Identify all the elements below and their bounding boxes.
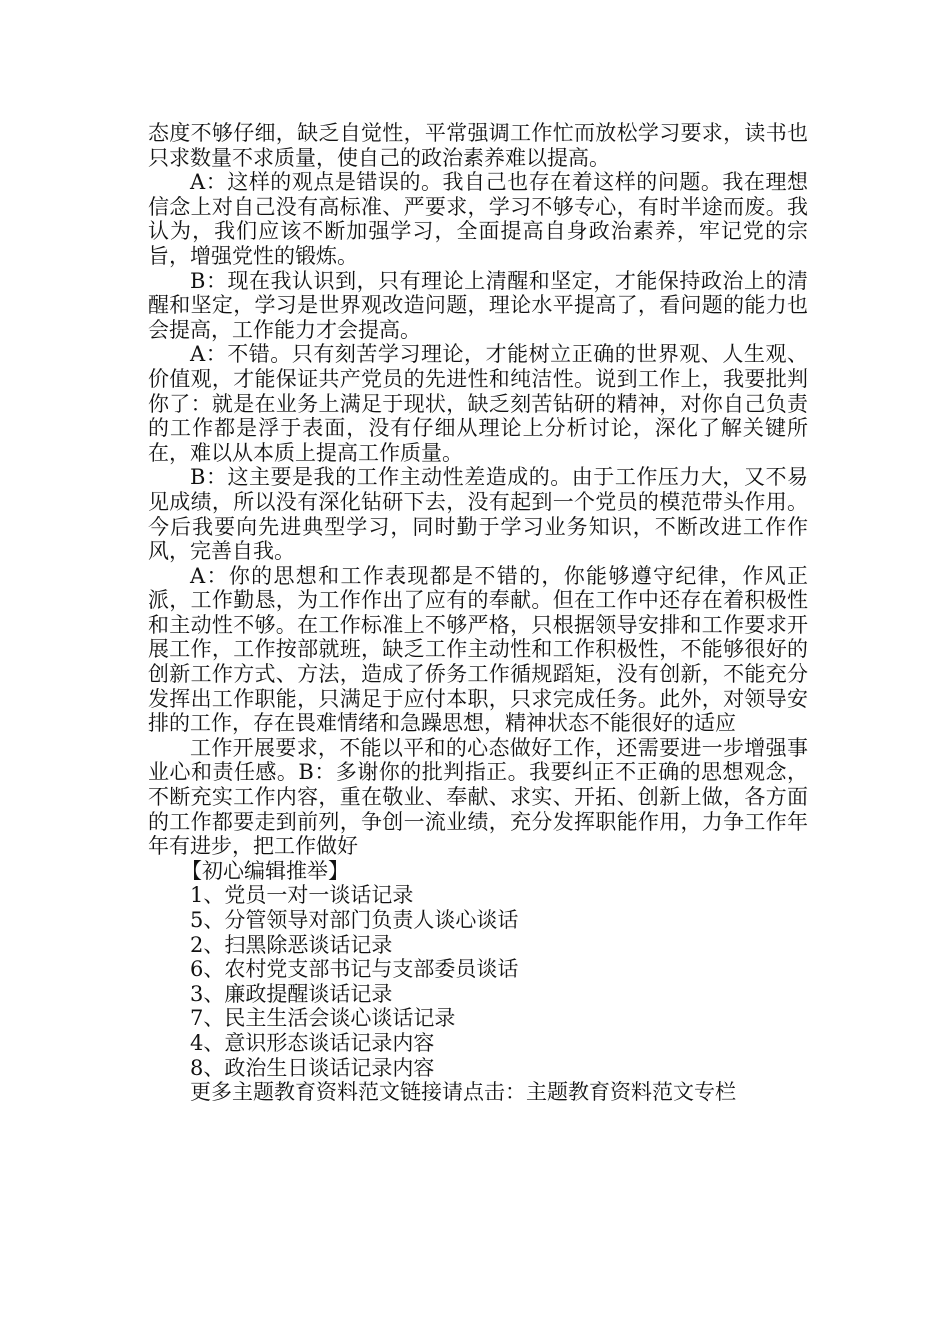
more-prefix: 更多主题教育资料范文链接请点击： (190, 1080, 526, 1105)
recommend-item (148, 1056, 808, 1081)
recommend-list (148, 883, 808, 1080)
recommend-title: 【初心编辑推举】 (181, 858, 349, 883)
recommend-item (148, 982, 808, 1007)
recommend-link[interactable]: 5、分管领导对部门负责人谈心谈话 (190, 908, 519, 932)
recommend-link[interactable]: 7、民主生活会谈心谈话记录 (190, 1006, 456, 1031)
document-page (148, 121, 808, 1105)
recommend-item (148, 933, 808, 958)
recommend-section (148, 859, 808, 1105)
recommend-item (148, 1031, 808, 1056)
body-paragraph: 态度不够仔细，缺乏自觉性，平常强调工作忙而放松学习要求，读书也只求数量不求质量，使自己的政治素养难以提高。 (148, 121, 808, 170)
recommend-link[interactable]: 4、意识形态谈话记录内容 (190, 1030, 435, 1055)
recommend-link[interactable]: 8、政治生日谈话记录内容 (190, 1055, 435, 1080)
recommend-item (148, 1006, 808, 1031)
more-line (148, 1080, 808, 1105)
body-paragraph: B：现在我认识到，只有理论上清醒和坚定，才能保持政治上的清醒和坚定，学习是世界观改造问题，理论水平提高了，看问题的能力也会提高，工作能力才会提高。 (148, 268, 808, 342)
body-paragraph: A：你的思想和工作表现都是不错的，你能够遵守纪律，作风正派，工作勤恳，为工作作出了应有的奉献。但在工作中还存在着积极性和主动性不够。在工作标准上不够严格，只根据领导安排和工作要求开展工作，工作按部就班，缺乏工作主动性和工作积极性，不能够很好的创新工作方式、方法，造成了侨务工作循规蹈矩，没有创新，不能充分发挥出工作职能，只满足于应付本职，只求完成任务。此外，对领导安排的工作，存在畏难情绪和急躁思想，精神状态不能很好的适应 (148, 563, 808, 736)
body-paragraph: A：不错。只有刻苦学习理论，才能树立正确的世界观、人生观、价值观，才能保证共产党员的先进性和纯洁性。说到工作上，我要批判你了：就是在业务上满足于现状，缺乏刻苦钻研的精神，对你自己负责的工作都是浮于表面，没有仔细从理论上分析讨论，深化了解关键所在，难以从本质上提高工作质量。 (148, 342, 808, 465)
body-paragraph: 工作开展要求，不能以平和的心态做好工作，还需要进一步增强事业心和责任感。B：多谢你的批判指正。我要纠正不正确的思想观念，不断充实工作内容，重在敬业、奉献、求实、开拓、创新上做，各方面的工作都要走到前列，争创一流业绩，充分发挥职能作用，力争工作年年有进步，把工作做好 (148, 735, 808, 859)
recommend-item (148, 957, 808, 982)
recommend-item (148, 883, 808, 908)
body-paragraph: A：这样的观点是错误的。我自己也存在着这样的问题。我在理想信念上对自己没有高标准、严要求，学习不够专心，有时半途而废。我认为，我们应该不断加强学习，全面提高自身政治素养，牢记党的宗旨，增强党性的锻炼。 (148, 170, 808, 268)
recommend-item (148, 908, 808, 933)
recommend-link[interactable]: 3、廉政提醒谈话记录 (190, 981, 393, 1006)
more-link[interactable]: 主题教育资料范文专栏 (526, 1080, 736, 1105)
body-paragraph: B：这主要是我的工作主动性差造成的。由于工作压力大，又不易见成绩，所以没有深化钻研下去，没有起到一个党员的模范带头作用。今后我要向先进典型学习，同时勤于学习业务知识，不断改进工作作风，完善自我。 (148, 465, 808, 564)
recommend-link[interactable]: 6、农村党支部书记与支部委员谈话 (190, 957, 519, 982)
recommend-link[interactable]: 1、党员一对一谈话记录 (190, 883, 414, 908)
recommend-link[interactable]: 2、扫黑除恶谈话记录 (190, 932, 393, 957)
